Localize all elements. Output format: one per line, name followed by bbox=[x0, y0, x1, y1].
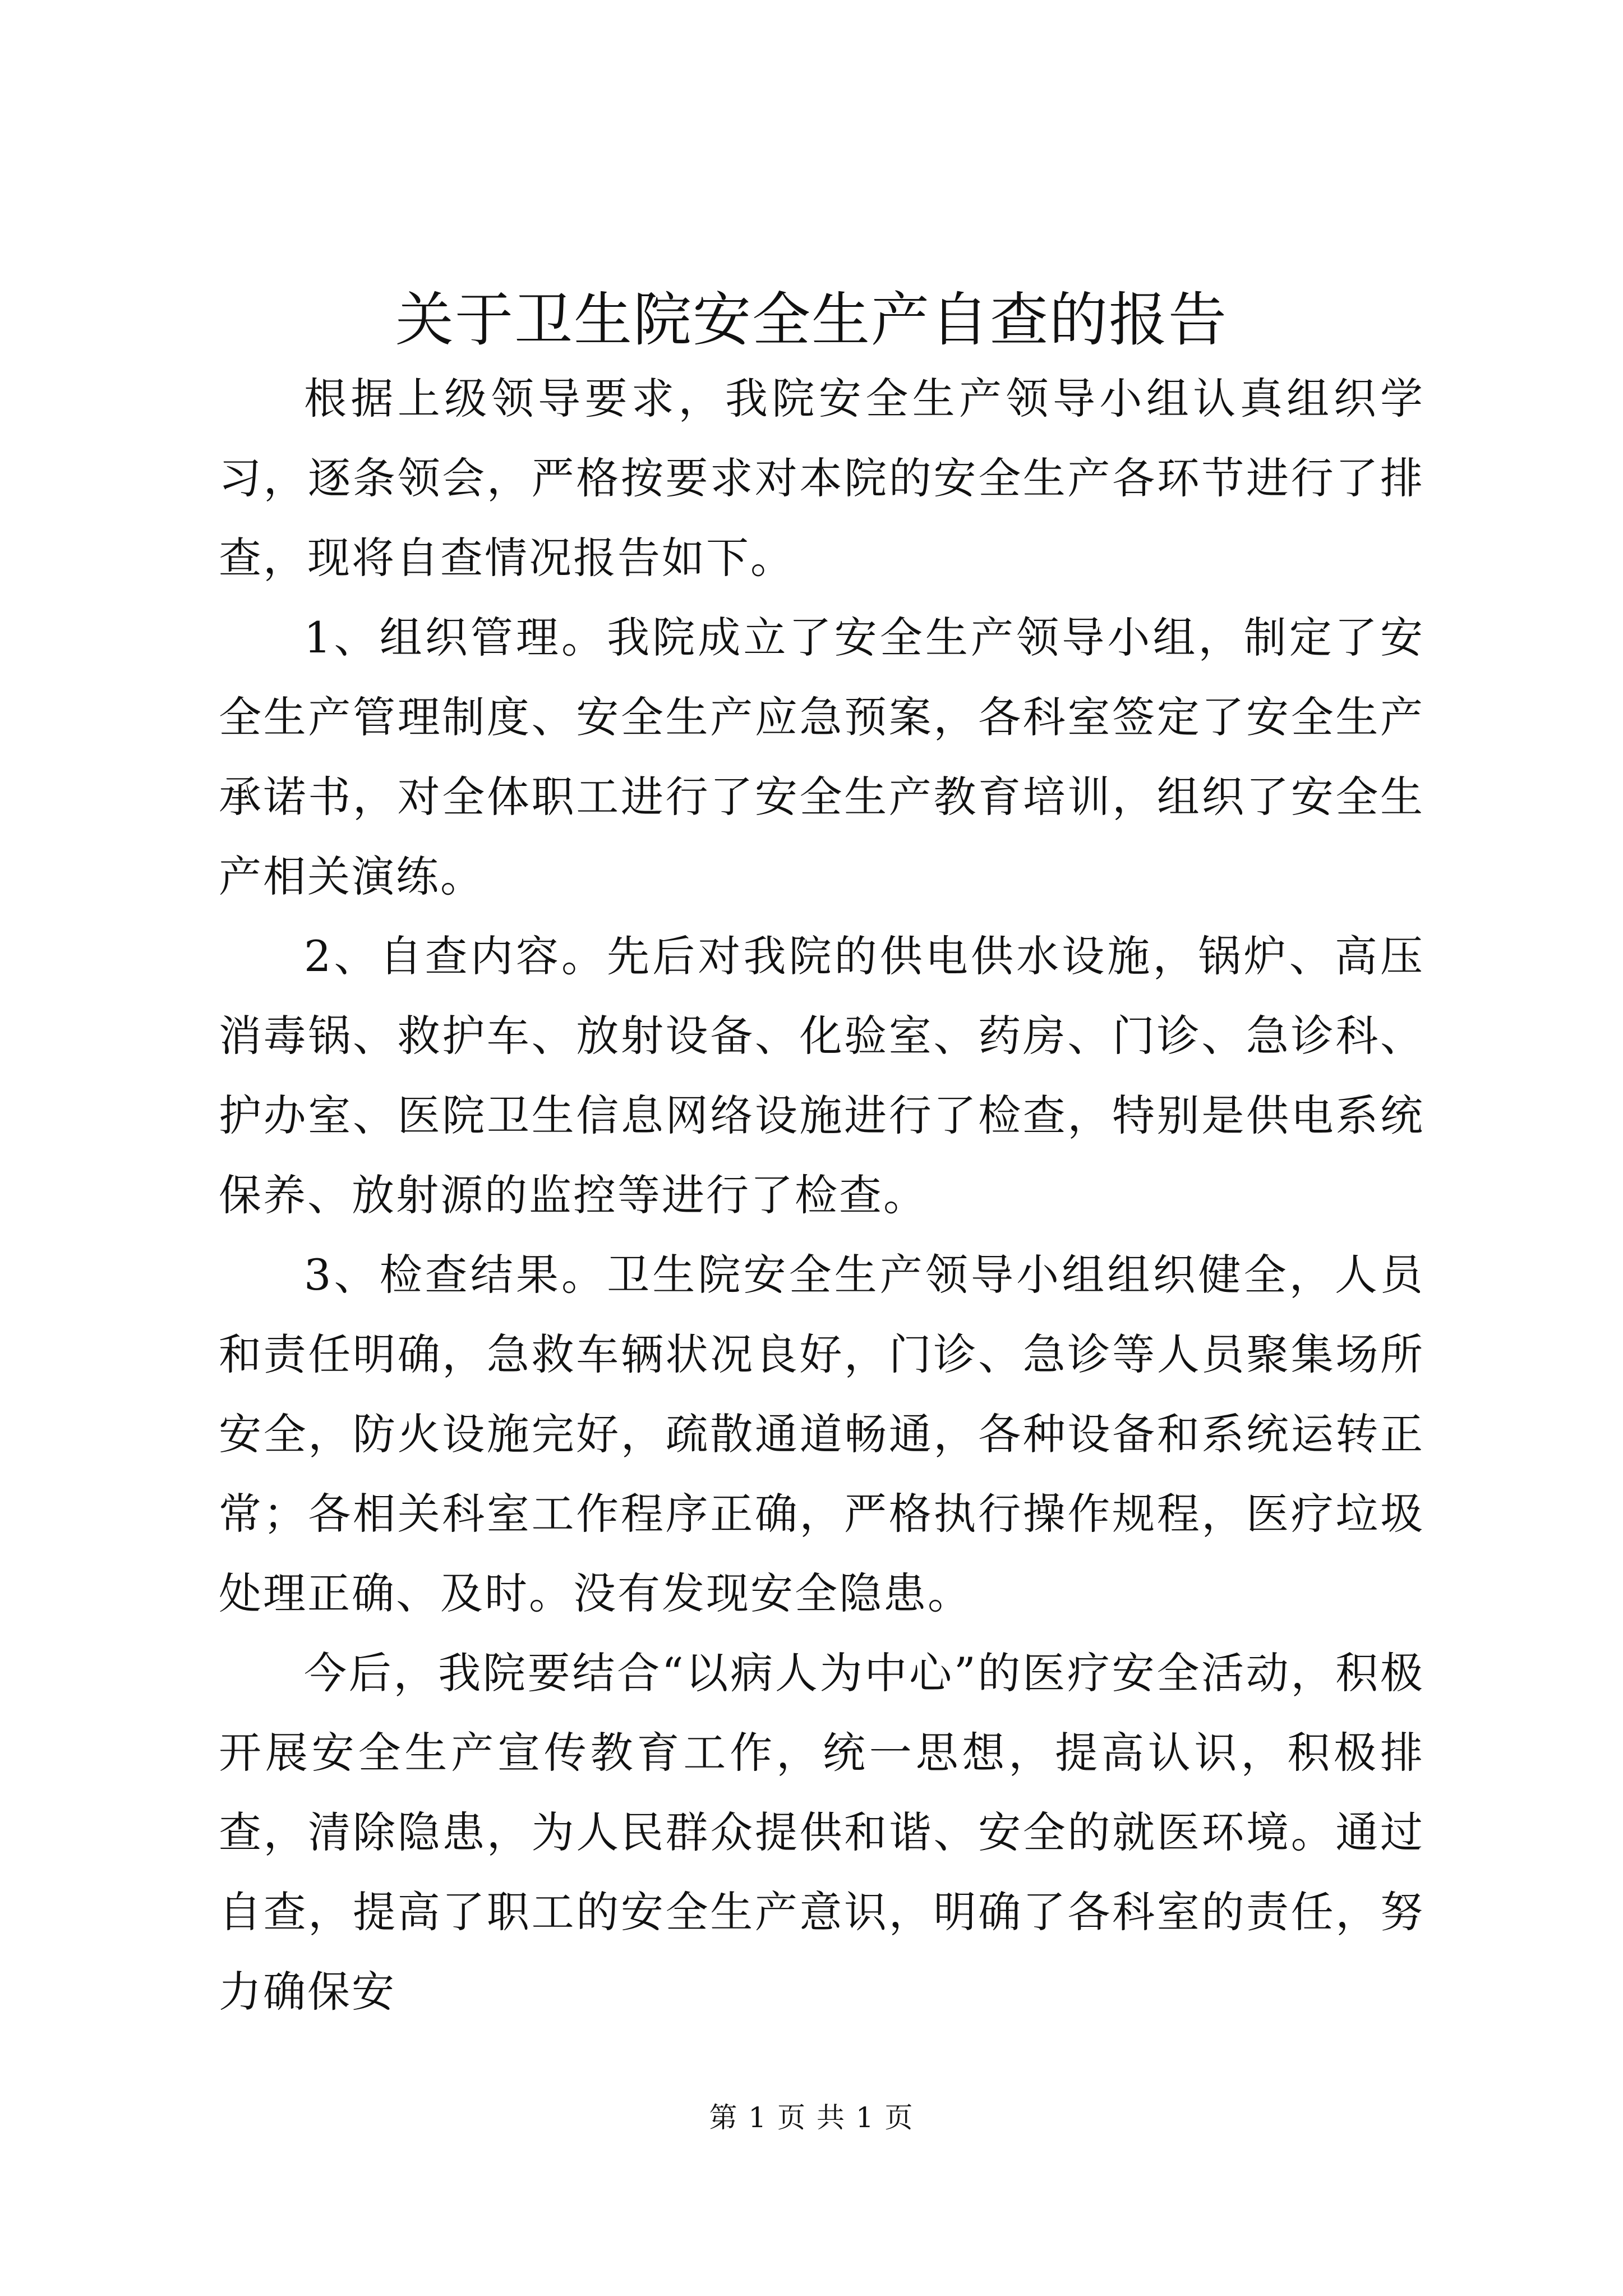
paragraph-inspection-result: 3、检查结果。卫生院安全生产领导小组组织健全，人员和责任明确，急救车辆状况良好，门诊、急诊等人员聚集场所安全，防火设施完好，疏散通道畅通，各种设备和系统运转正常；各相关科室工作程序正确，严格执行操作规程，医疗垃圾处理正确、及时。没有发现安全隐患。 bbox=[219, 1250, 1424, 1618]
paragraph-organization: 1、组织管理。我院成立了安全生产领导小组，制定了安全生产管理制度、安全生产应急预案，各科室签定了安全生产承诺书，对全体职工进行了安全生产教育培训，组织了安全生产相关演练。 bbox=[219, 613, 1424, 901]
paragraph-intro: 根据上级领导要求，我院安全生产领导小组认真组织学习，逐条领会，严格按要求对本院的安全生产各环节进行了排查，现将自查情况报告如下。 bbox=[219, 374, 1424, 583]
document-body bbox=[219, 359, 1424, 2032]
paragraph-future-plan: 今后，我院要结合“以病人为中心”的医疗安全活动，积极开展安全生产宣传教育工作，统一思想，提高认识，积极排查，清除隐患，为人民群众提供和谐、安全的就医环境。通过自查，提高了职工的安全生产意识，明确了各科室的责任，努力确保安 bbox=[219, 1648, 1424, 2017]
document-title: 关于卫生院安全生产自查的报告 bbox=[395, 286, 1228, 354]
page-footer: 第 1 页 共 1 页 bbox=[709, 2101, 914, 2134]
paragraph-inspection-content: 2、自查内容。先后对我院的供电供水设施，锅炉、高压消毒锅、救护车、放射设备、化验室、药房、门诊、急诊科、护办室、医院卫生信息网络设施进行了检查，特别是供电系统保养、放射源的监控等进行了检查。 bbox=[219, 931, 1424, 1220]
